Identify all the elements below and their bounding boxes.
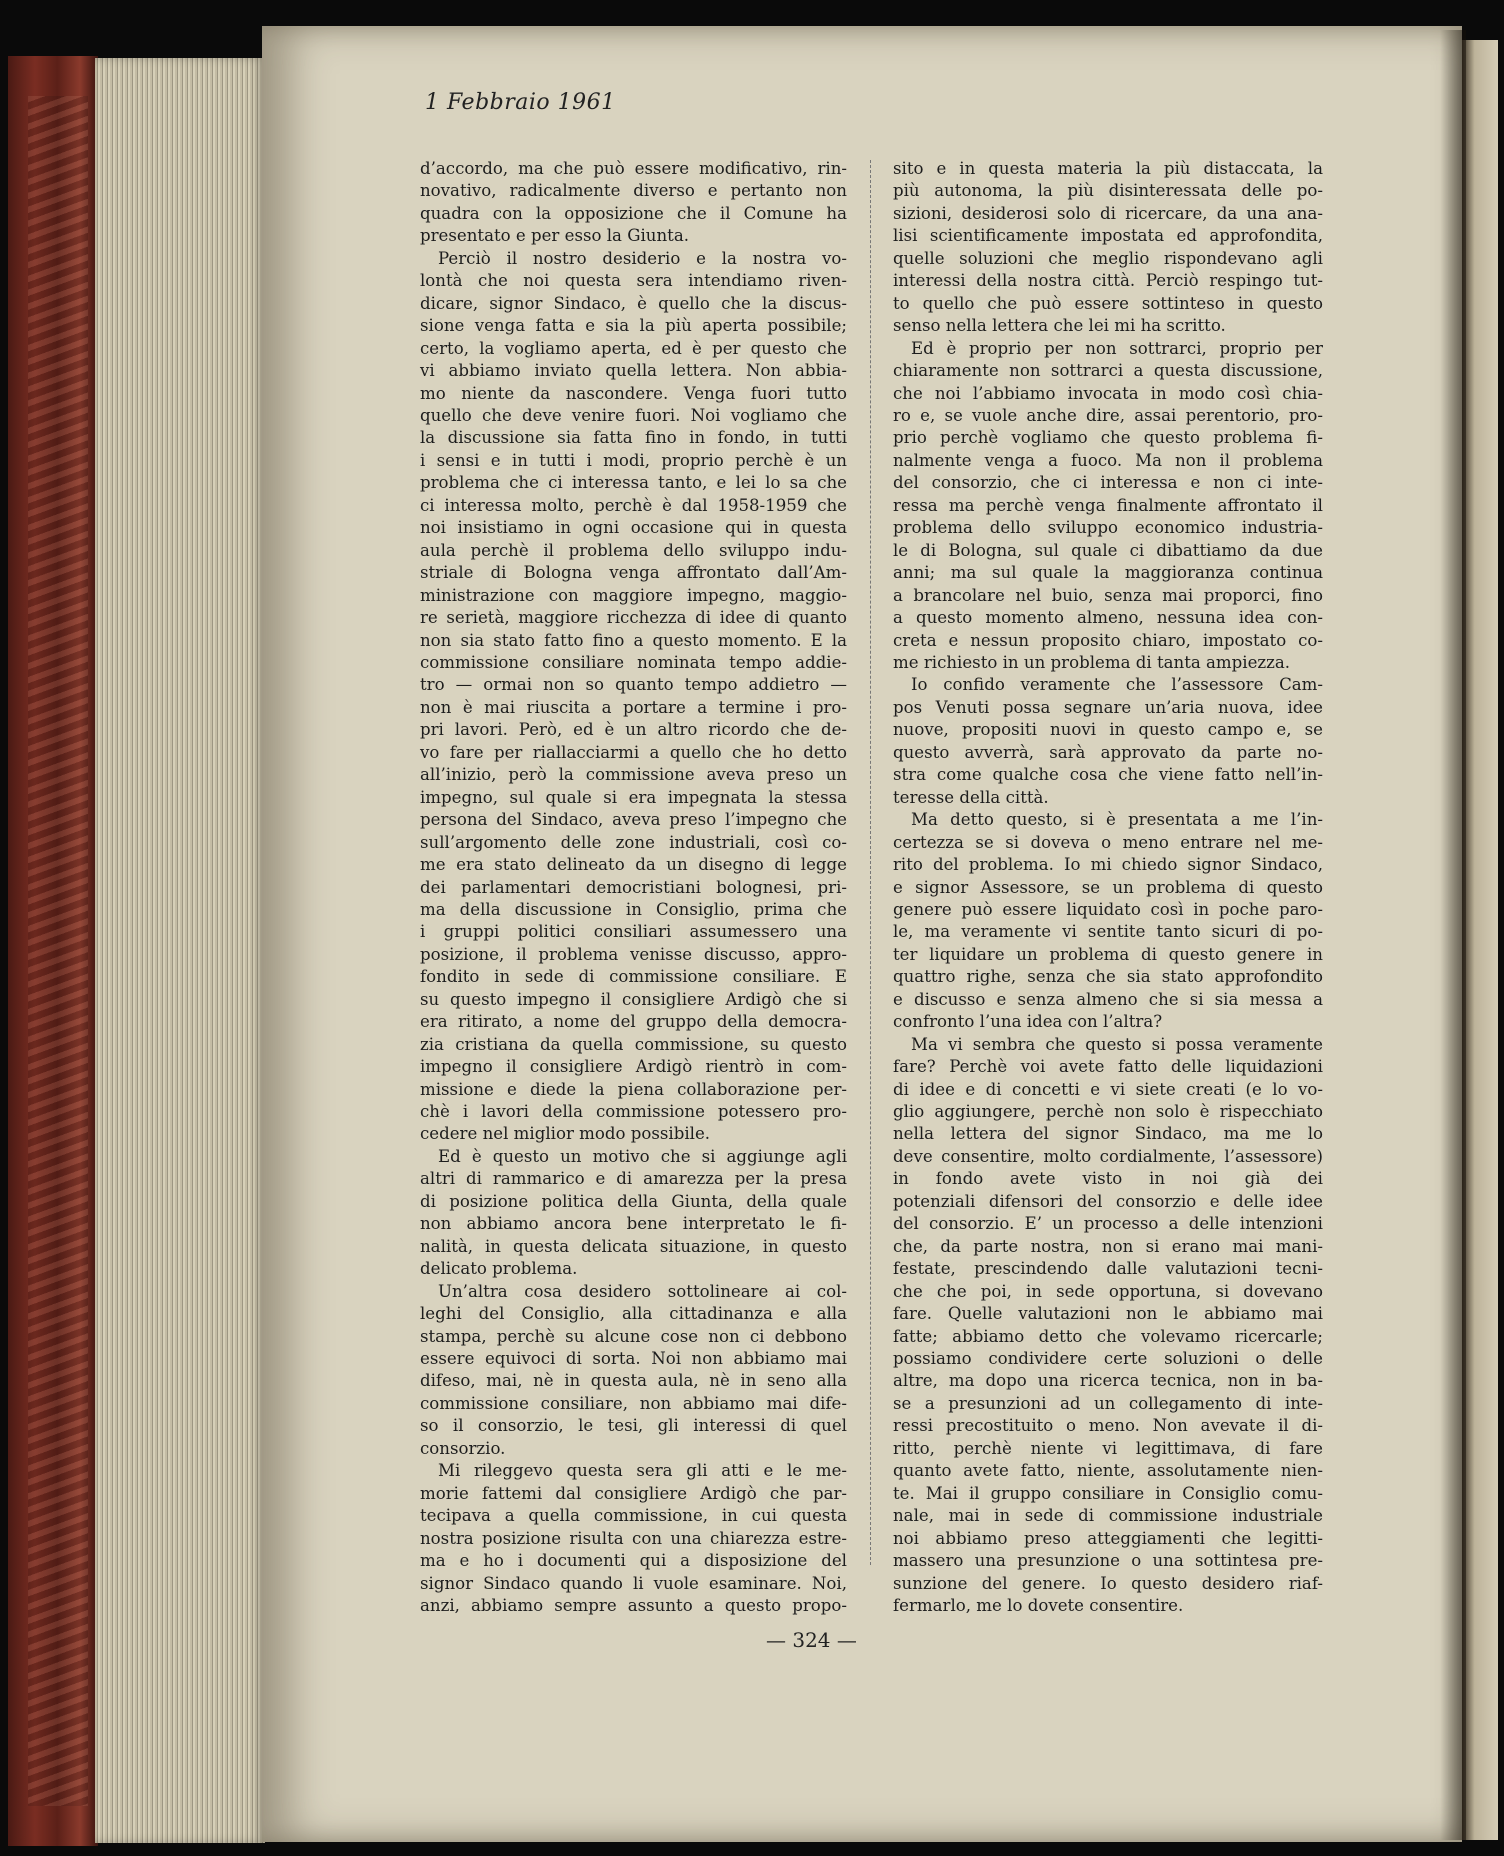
text-line: morie fattemi dal consigliere Ardigò che par- [420,1483,847,1503]
text-line: problema dello sviluppo economico industria- [893,518,1323,538]
facing-page-edge [1462,40,1498,1840]
text-line: noi insistiamo in ogni occasione qui in questa [420,518,847,538]
text-line: posizione, il problema venisse discusso, appro- [420,944,847,964]
text-line: vi abbiamo inviato quella lettera. Non abbia- [420,361,847,381]
text-line: lontà che noi questa sera intendiamo riven- [420,271,847,291]
text-line: ter liquidare un problema di questo genere in [893,944,1323,964]
book-binding [8,56,98,1846]
text-line: possiamo condividere certe soluzioni o delle [893,1349,1323,1369]
text-line: potenziali difensori del consorzio e delle idee [893,1191,1323,1211]
text-line: quattro righe, senza che sia stato approfondito [893,967,1323,987]
text-line: chiaramente non sottrarci a questa discussione, [893,361,1323,381]
text-line: fare. Quelle valutazioni non le abbiamo mai [893,1304,1323,1324]
text-line: missione e diede la piena collaborazione per- [420,1079,847,1099]
text-line: su questo impegno il consigliere Ardigò che si [420,989,847,1009]
text-line: e signor Assessore, se un problema di questo [893,877,1323,897]
text-line: ritto, perchè niente vi legittimava, di fare [893,1438,1323,1458]
text-line: certezza se si doveva o meno entrare nel me- [893,832,1323,852]
text-line: quelle soluzioni che meglio rispondevano agli [893,248,1323,268]
text-line: delicato problema. [420,1259,578,1279]
text-line: ministrazione con maggiore impegno, maggio- [420,585,847,605]
text-line: che noi l’abbiamo invocata in modo così chia- [893,383,1323,403]
text-line: non abbiamo ancora bene interpretato le fi- [420,1214,847,1234]
text-line: stampa, perchè su alcune cose non ci debbono [420,1326,847,1346]
text-line: to quello che può essere sottinteso in questo [893,293,1323,313]
text-line: se a presunzioni ad un collegamento di inte- [893,1393,1323,1413]
text-line: Io confido veramente che l’assessore Cam- [911,675,1323,695]
text-line: commissione consiliare nominata tempo addie- [420,652,847,672]
text-line: pri lavori. Però, ed è un altro ricordo che de- [420,720,847,740]
text-line: aula perchè il problema dello sviluppo indu- [420,540,847,560]
text-line: la discussione sia fatta fino in fondo, in tutti [420,428,847,448]
text-line: commissione consiliare, non abbiamo mai dife- [420,1393,847,1413]
text-line: me richiesto in un problema di tanta ampiezza. [893,652,1291,672]
text-line: ressa ma perchè venga finalmente affrontato il [893,495,1323,515]
text-line: cedere nel miglior modo possibile. [420,1124,711,1144]
text-line: ma della discussione in Consiglio, prima che [420,899,847,919]
text-line: tro — ormai non so quanto tempo addietro — [420,675,847,695]
text-line: dicare, signor Sindaco, è quello che la discus- [420,293,847,313]
page-number: — 324 — [766,1628,857,1652]
text-line: noi abbiamo preso atteggiamenti che legitti- [893,1528,1323,1548]
text-line: sull’argomento delle zone industriali, così co- [420,832,847,852]
text-line: di idee e di concetti e vi siete creati (e lo vo- [893,1079,1323,1099]
text-line: leghi del Consiglio, alla cittadinanza e alla [420,1304,847,1324]
text-line: festate, prescindendo dalle valutazioni tecni- [893,1259,1323,1279]
text-line: Ed è proprio per non sottrarci, proprio per [911,338,1323,358]
text-line: massero una presunzione o una sottintesa pre- [893,1551,1323,1571]
text-line: lisi scientificamente impostata ed approfondita, [893,226,1323,246]
text-line: che che poi, in sede opportuna, si dovevano [893,1281,1323,1301]
text-line: fermarlo, me lo dovete consentire. [893,1596,1184,1615]
text-line: te. Mai il gruppo consiliare in Consiglio comu- [893,1483,1323,1503]
gutter-shadow [1440,30,1466,1840]
text-line: del consorzio, che ci interessa e non ci inte- [893,473,1323,493]
text-line: nuove, propositi nuovi in questo campo e, se [893,720,1323,740]
text-line: in fondo avete visto in noi già dei [893,1169,1323,1189]
text-line: Ma vi sembra che questo si possa veramente [911,1034,1323,1054]
left-text-column [420,158,847,1617]
text-line: anzi, abbiamo sempre assunto a questo propo- [420,1596,847,1615]
text-line: altri di rammarico e di amarezza per la presa [420,1169,847,1189]
text-line: tecipava a quella commissione, in cui questa [420,1506,847,1526]
text-line: fare? Perchè voi avete fatto delle liquidazioni [893,1057,1323,1077]
text-line: impegno, sul quale si era impegnata la stessa [420,787,847,807]
text-line: zia cristiana da quella commissione, su questo [420,1034,847,1054]
text-line: so il consorzio, le tesi, gli interessi di quel [420,1416,847,1436]
text-line: sizioni, desiderosi solo di ricercare, da una ana- [893,203,1323,223]
text-line: persona del Sindaco, aveva preso l’impegno che [420,810,847,830]
text-line: impegno il consigliere Ardigò rientrò in com- [420,1057,847,1077]
text-line: striale di Bologna venga affrontato dall’Am- [420,563,847,583]
text-line: fondito in sede di commissione consiliare. E [420,967,847,987]
text-line: Ma detto questo, si è presentata a me l’in- [911,810,1323,830]
text-line: le, ma veramente vi sentite tanto sicuri di po- [893,922,1323,942]
text-line: sito e in questa materia la più distaccata, la [893,159,1323,178]
text-line: nalità, in questa delicata situazione, in questo [420,1236,847,1256]
text-line: non è mai riuscita a portare a termine i pro- [420,697,847,717]
text-line: che, da parte nostra, non si erano mai mani- [893,1236,1323,1256]
text-line: fatte; abbiamo detto che volevamo ricercarle; [893,1326,1323,1346]
text-line: ci interessa molto, perchè è dal 1958-1959 che [420,495,847,515]
text-line: me era stato delineato da un disegno di legge [420,855,847,875]
text-line: all’inizio, però la commissione aveva preso un [420,765,847,785]
page-edges [95,58,265,1843]
text-line: altre, ma dopo una ricerca tecnica, non in ba- [893,1371,1323,1391]
text-line: presentato e per esso la Giunta. [420,226,690,246]
text-line: chè i lavori della commissione potessero pro- [420,1102,847,1122]
text-line: creta e nessun proposito chiaro, impostato co- [893,630,1323,650]
text-line: le di Bologna, sul quale ci dibattiamo da due [893,540,1323,560]
text-line: sione venga fatta e sia la più aperta possibile; [420,316,847,336]
text-line: nella lettera del signor Sindaco, ma me lo [893,1124,1323,1144]
text-line: teresse della città. [893,787,1049,807]
text-line: i gruppi politici consiliari assumessero una [420,922,847,942]
text-line: certo, la vogliamo aperta, ed è per questo che [420,338,847,358]
page-header-date: 1 Febbraio 1961 [425,90,616,115]
text-line: nale, mai in sede di commissione industriale [893,1506,1323,1526]
text-line: dei parlamentari democristiani bolognesi, pri- [420,877,847,897]
text-line: mo niente da nascondere. Venga fuori tutto [420,383,847,403]
text-line: ro e, se vuole anche dire, assai perentorio, pro- [893,405,1323,425]
text-line: questo avverrà, sarà approvato da parte no- [893,742,1323,762]
text-line: senso nella lettera che lei mi ha scritto. [893,316,1226,336]
text-line: vo fare per riallacciarmi a quello che ho detto [420,742,847,762]
text-line: essere equivoci di sorta. Noi non abbiamo mai [420,1349,847,1369]
text-line: e discusso e senza almeno che si sia messa a [893,989,1323,1009]
text-line: re serietà, maggiore ricchezza di idee di quanto [420,608,847,628]
text-line: nostra posizione risulta con una chiarezza estre- [420,1528,847,1548]
text-line: Perciò il nostro desiderio e la nostra vo- [438,248,847,268]
text-line: novativo, radicalmente diverso e pertanto non [420,181,847,201]
text-line: deve consentire, molto cordialmente, l’assessore) [893,1146,1323,1166]
text-line: ma e ho i documenti qui a disposizione del [420,1551,847,1571]
text-line: interessi della nostra città. Perciò respingo tut- [893,271,1323,291]
text-line: d’accordo, ma che può essere modificativo, rin- [420,159,847,178]
text-line: quello che deve venire fuori. Noi vogliamo che [420,405,847,425]
text-line: a questo momento almeno, nessuna idea con- [893,608,1323,628]
text-line: stra come qualche cosa che viene fatto nell’in- [893,765,1323,785]
text-line: confronto l’una idea con l’altra? [893,1012,1163,1032]
column-divider [870,160,872,1565]
text-line: nalmente venga a fuoco. Ma non il problema [893,450,1323,470]
text-line: del consorzio. E’ un processo a delle intenzioni [893,1214,1323,1234]
text-line: a brancolare nel buio, senza mai proporci, fino [893,585,1323,605]
text-line: quadra con la opposizione che il Comune ha [420,203,847,223]
text-line: Ed è questo un motivo che si aggiunge agli [438,1146,847,1166]
text-line: problema che ci interessa tanto, e lei lo sa che [420,473,847,493]
text-line: quanto avete fatto, niente, assolutamente nien- [893,1461,1323,1481]
text-line: difeso, mai, nè in questa aula, nè in seno alla [420,1371,847,1391]
text-line: consorzio. [420,1438,506,1458]
text-line: pos Venuti possa segnare un’aria nuova, idee [893,697,1323,717]
text-line: era ritirato, a nome del gruppo della democra- [420,1012,847,1032]
text-line: di posizione politica della Giunta, della quale [420,1191,847,1211]
text-line: prio perchè vogliamo che questo problema fi- [893,428,1323,448]
text-line: i sensi e in tutti i modi, proprio perchè è un [420,450,847,470]
text-line: Un’altra cosa desidero sottolineare ai col- [438,1281,847,1301]
text-line: non sia stato fatto fino a questo momento. E la [420,630,847,650]
text-line: signor Sindaco quando li vuole esaminare. Noi, [420,1573,847,1593]
text-line: più autonoma, la più disinteressata delle po- [893,181,1323,201]
text-line: rito del problema. Io mi chiedo signor Sindaco, [893,855,1323,875]
right-text-column [893,158,1323,1617]
text-line: sunzione del genere. Io questo desidero riaf- [893,1573,1323,1593]
text-line: glio aggiungere, perchè non solo è rispecchiato [893,1102,1323,1122]
text-line: Mi rileggevo questa sera gli atti e le me- [438,1461,847,1481]
text-line: genere può essere liquidato così in poche paro- [893,899,1323,919]
text-line: anni; ma sul quale la maggioranza continua [893,563,1323,583]
text-line: ressi precostituito o meno. Non avevate il di- [893,1416,1323,1436]
